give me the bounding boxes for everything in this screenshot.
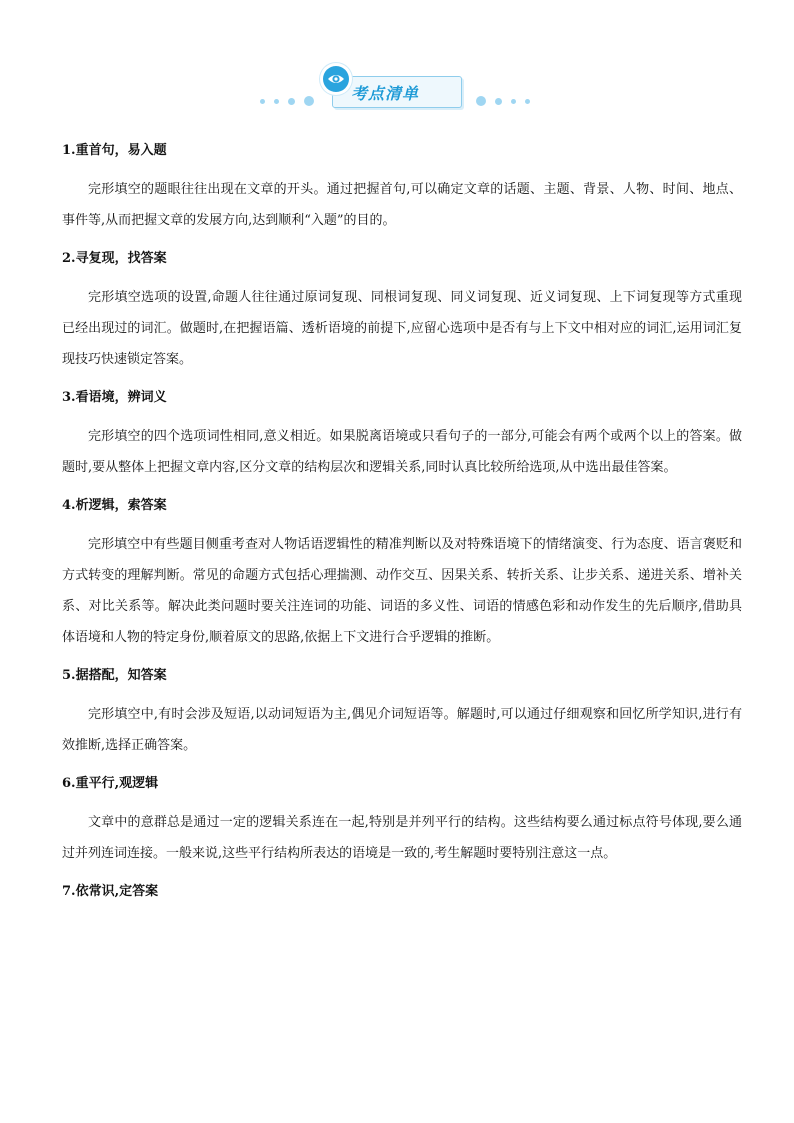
section-6: [62, 775, 742, 869]
section-heading: 7.依常识,定答案: [62, 884, 159, 899]
section-1: [62, 142, 742, 236]
section-5: [62, 667, 742, 761]
section-heading: 5.据搭配，知答案: [62, 668, 167, 683]
section-paragraph: 完形填空中有些题目侧重考查对人物话语逻辑性的精准判断以及对特殊语境下的情绪演变、行为态度、语言褒贬和方式转变的理解判断。常见的命题方式包括心理揣测、动作交互、因果关系、转折关系、让步关系、递进关系、增补关系、对比关系等。解决此类问题时要关注连词的功能、词语的多义性、词语的情感色彩和动作发生的先后顺序,借助具体语境和人物的特定身份,顺着原文的思路,依据上下文进行合乎逻辑的推断。: [62, 537, 742, 645]
section-heading: 3.看语境，辨词义: [62, 390, 167, 405]
section-paragraph: 完形填空的四个选项词性相同,意义相近。如果脱离语境或只看句子的一部分,可能会有两个或两个以上的答案。做题时,要从整体上把握文章内容,区分文章的结构层次和逻辑关系,同时认真比较所给选项,从中选出最佳答案。: [62, 429, 742, 475]
section-banner: [260, 66, 535, 108]
section-heading: 4.析逻辑，索答案: [62, 498, 167, 513]
document-body: [62, 138, 742, 901]
banner-box: [332, 76, 462, 108]
section-paragraph: 文章中的意群总是通过一定的逻辑关系连在一起,特别是并列平行的结构。这些结构要么通过标点符号体现,要么通过并列连词连接。一般来说,这些平行结构所表达的语境是一致的,考生解题时要特别注意这一点。: [62, 815, 742, 861]
banner-dots-left: [260, 96, 314, 106]
section-paragraph: 完形填空的题眼往往出现在文章的开头。通过把握首句,可以确定文章的话题、主题、背景、人物、时间、地点、事件等,从而把握文章的发展方向,达到顺利“入题”的目的。: [62, 182, 742, 228]
section-3: [62, 389, 742, 483]
section-4: [62, 497, 742, 653]
section-paragraph: 完形填空选项的设置,命题人往往通过原词复现、同根词复现、同义词复现、近义词复现、上下词复现等方式重现已经出现过的词汇。做题时,在把握语篇、透析语境的前提下,应留心选项中是否有与上下文中相对应的词汇,运用词汇复现技巧快速锁定答案。: [62, 290, 742, 367]
banner-title: 考点清单: [351, 84, 420, 103]
section-heading: 2.寻复现，找答案: [62, 251, 167, 266]
eye-icon: [323, 66, 349, 92]
section-2: [62, 250, 742, 375]
section-heading: 1.重首句，易入题: [62, 143, 167, 158]
banner-dots-right: [476, 96, 530, 106]
section-heading: 6.重平行,观逻辑: [62, 776, 159, 791]
section-paragraph: 完形填空中,有时会涉及短语,以动词短语为主,偶见介词短语等。解题时,可以通过仔细观察和回忆所学知识,进行有效推断,选择正确答案。: [62, 707, 742, 753]
section-7: [62, 883, 742, 901]
